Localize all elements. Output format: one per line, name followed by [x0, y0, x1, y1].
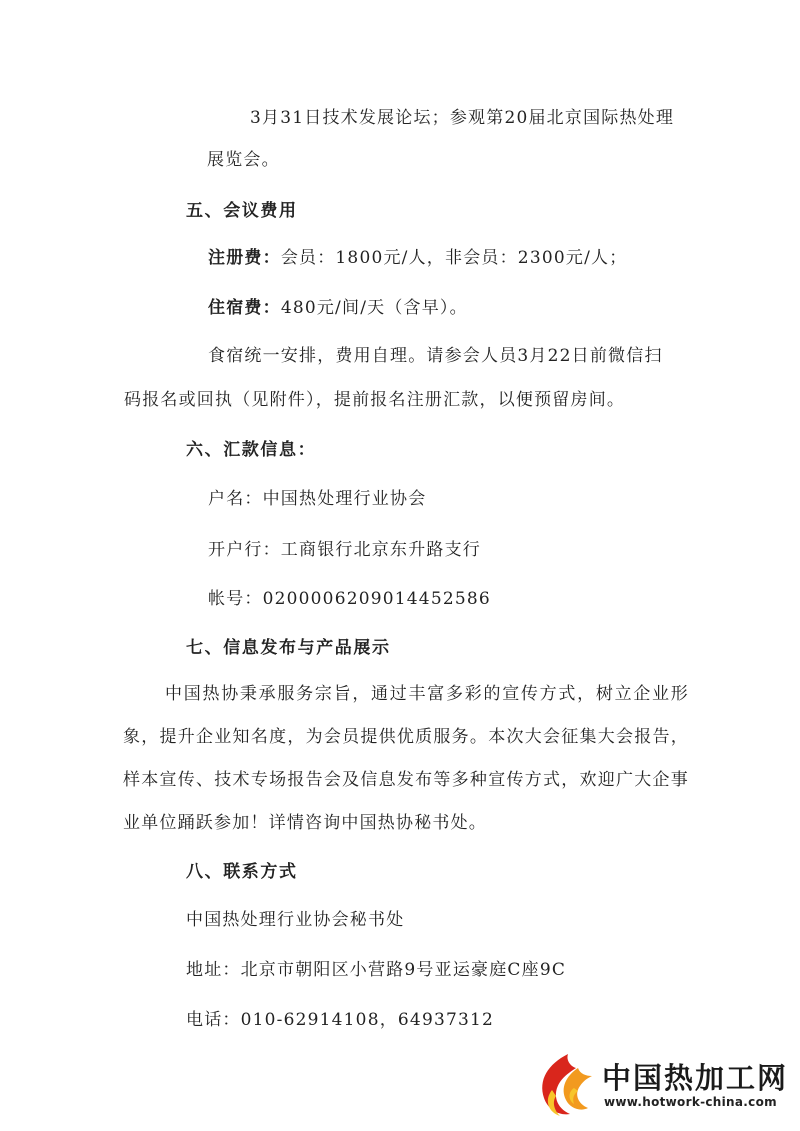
hotwork-logo: [530, 1050, 792, 1120]
flame-logo-icon: [530, 1050, 600, 1120]
bank-branch: 开户行：工商银行北京东升路支行: [208, 540, 481, 560]
lodging-fee-text: 480元/间/天（含早）。: [280, 298, 468, 318]
forum-line-1: 3月31日技术发展论坛；参观第20届北京国际热处理: [250, 108, 675, 128]
registration-fee-label: 注册费：: [208, 248, 281, 268]
registration-fee-text: 会员：1800元/人，非会员：2300元/人；: [280, 248, 628, 268]
forum-line-2: 展览会。: [207, 150, 280, 170]
contact-address: 地址：北京市朝阳区小营路9号亚运豪庭C座9C: [186, 960, 567, 980]
section-8-heading: 八、联系方式: [186, 862, 298, 882]
logo-url: www.hotwork-china.com: [604, 1095, 777, 1109]
section-7-heading: 七、信息发布与产品展示: [186, 638, 391, 658]
contact-phone: 电话：010-62914108，64937312: [186, 1010, 495, 1030]
fee-note-line-1: 食宿统一安排，费用自理。请参会人员3月22日前微信扫: [208, 346, 663, 366]
lodging-fee: [208, 296, 468, 320]
account-name: 户名：中国热处理行业协会: [208, 489, 427, 509]
fee-note-line-2: 码报名或回执（见附件），提前报名注册汇款，以便预留房间。: [124, 390, 626, 410]
lodging-fee-label: 住宿费：: [208, 298, 281, 318]
contact-org: 中国热处理行业协会秘书处: [186, 910, 405, 930]
registration-fee: [208, 246, 627, 270]
account-number: 帐号：0200006209014452586: [208, 589, 491, 609]
section-6-heading: 六、汇款信息：: [186, 440, 317, 460]
section-7-paragraph: 中国热协秉承服务宗旨，通过丰富多彩的宣传方式，树立企业形象，提升企业知名度，为会员提供优质服务。本次大会征集大会报告，样本宣传、技术专场报告会及信息发布等多种宣传方式，欢迎广大企事业单位踊跃参加！详情咨询中国热协秘书处。: [123, 684, 689, 833]
logo-title: 中国热加工网: [602, 1061, 789, 1095]
section-5-heading: 五、会议费用: [186, 201, 298, 221]
